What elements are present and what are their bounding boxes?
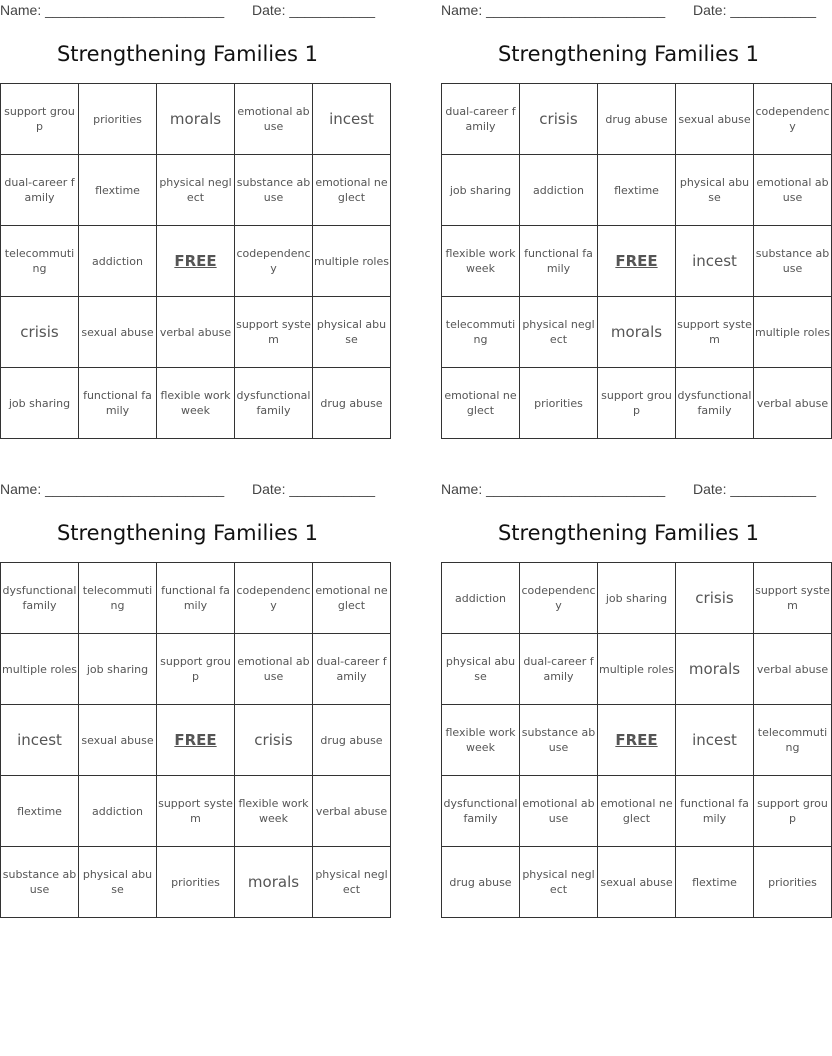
bingo-cell: morals (157, 84, 235, 155)
bingo-cell: emotional neglect (598, 776, 676, 847)
bingo-cell: sexual abuse (676, 84, 754, 155)
grid-row (442, 84, 832, 155)
bingo-cell: functional family (79, 368, 157, 439)
bingo-cell: priorities (79, 84, 157, 155)
bingo-cell: addiction (520, 155, 598, 226)
bingo-cell: physical abuse (313, 297, 391, 368)
card-title: Strengthening Families 1 (497, 42, 760, 66)
bingo-cell: verbal abuse (313, 776, 391, 847)
bingo-cell: drug abuse (598, 84, 676, 155)
bingo-cell: crisis (520, 84, 598, 155)
date-line: Date: ___________ (693, 481, 816, 497)
bingo-cell: support group (754, 776, 832, 847)
bingo-cell: codependency (235, 226, 313, 297)
bingo-cell: emotional neglect (313, 563, 391, 634)
bingo-cell: crisis (1, 297, 79, 368)
bingo-cell: support system (676, 297, 754, 368)
bingo-cell: functional family (157, 563, 235, 634)
bingo-cell: emotional abuse (520, 776, 598, 847)
name-line: Name: _______________________ (0, 481, 225, 497)
bingo-cell: addiction (79, 226, 157, 297)
bingo-cell: crisis (676, 563, 754, 634)
card-title: Strengthening Families 1 (56, 521, 319, 545)
bingo-cell: flexible work week (235, 776, 313, 847)
grid-row (442, 297, 832, 368)
bingo-cell: multiple roles (754, 297, 832, 368)
bingo-cell: support group (157, 634, 235, 705)
free-space: FREE (157, 705, 235, 776)
bingo-cell: sexual abuse (79, 705, 157, 776)
bingo-cell: incest (676, 705, 754, 776)
name-line: Name: _______________________ (0, 2, 225, 18)
bingo-cell: dysfunctional family (676, 368, 754, 439)
bingo-cell: flextime (676, 847, 754, 918)
bingo-cell: dual-career family (442, 84, 520, 155)
grid-row (442, 563, 832, 634)
bingo-cell: incest (676, 226, 754, 297)
card-title: Strengthening Families 1 (56, 42, 319, 66)
bingo-cell: functional family (520, 226, 598, 297)
bingo-cell: sexual abuse (79, 297, 157, 368)
grid-row (1, 563, 391, 634)
bingo-cell: physical abuse (676, 155, 754, 226)
grid-row (1, 368, 391, 439)
grid-row (1, 776, 391, 847)
bingo-cell: sexual abuse (598, 847, 676, 918)
bingo-cell: priorities (157, 847, 235, 918)
bingo-cell: codependency (754, 84, 832, 155)
bingo-cell: dysfunctional family (1, 563, 79, 634)
bingo-cell: flexible work week (442, 705, 520, 776)
card-header (441, 0, 816, 22)
bingo-cell: dysfunctional family (235, 368, 313, 439)
bingo-cell: verbal abuse (157, 297, 235, 368)
bingo-cell: flexible work week (442, 226, 520, 297)
bingo-cell: emotional abuse (235, 84, 313, 155)
bingo-cell: telecommuting (754, 705, 832, 776)
bingo-cell: morals (235, 847, 313, 918)
name-line: Name: _______________________ (441, 2, 666, 18)
bingo-cell: priorities (754, 847, 832, 918)
bingo-cell: incest (313, 84, 391, 155)
bingo-cell: support system (754, 563, 832, 634)
bingo-grid (0, 562, 391, 918)
bingo-cell: physical abuse (79, 847, 157, 918)
bingo-cell: job sharing (598, 563, 676, 634)
bingo-cell: dual-career family (1, 155, 79, 226)
date-line: Date: ___________ (252, 481, 375, 497)
bingo-cell: addiction (79, 776, 157, 847)
bingo-cell: emotional neglect (442, 368, 520, 439)
card-header (441, 479, 816, 501)
bingo-cell: telecommuting (79, 563, 157, 634)
bingo-cell: dual-career family (313, 634, 391, 705)
bingo-cell: physical neglect (157, 155, 235, 226)
bingo-cell: flextime (1, 776, 79, 847)
bingo-cell: emotional abuse (754, 155, 832, 226)
grid-row (1, 297, 391, 368)
bingo-cell: support group (598, 368, 676, 439)
bingo-cell: drug abuse (442, 847, 520, 918)
bingo-cell: incest (1, 705, 79, 776)
bingo-cell: multiple roles (598, 634, 676, 705)
bingo-cell: functional family (676, 776, 754, 847)
grid-row (1, 705, 391, 776)
grid-row (442, 155, 832, 226)
grid-row (442, 634, 832, 705)
bingo-cell: flexible work week (157, 368, 235, 439)
bingo-cell: flextime (79, 155, 157, 226)
bingo-card (441, 0, 830, 417)
free-space: FREE (598, 226, 676, 297)
bingo-cell: verbal abuse (754, 368, 832, 439)
grid-row (442, 776, 832, 847)
bingo-cell: telecommuting (442, 297, 520, 368)
bingo-cell: addiction (442, 563, 520, 634)
bingo-cell: substance abuse (520, 705, 598, 776)
grid-row (442, 226, 832, 297)
bingo-cell: emotional abuse (235, 634, 313, 705)
bingo-cell: physical abuse (442, 634, 520, 705)
name-line: Name: _______________________ (441, 481, 666, 497)
card-header (0, 479, 375, 501)
bingo-cell: job sharing (1, 368, 79, 439)
bingo-cell: multiple roles (313, 226, 391, 297)
bingo-cell: flextime (598, 155, 676, 226)
bingo-cell: substance abuse (1, 847, 79, 918)
bingo-cell: morals (598, 297, 676, 368)
grid-row (1, 847, 391, 918)
grid-row (442, 705, 832, 776)
bingo-grid (0, 83, 391, 439)
bingo-cell: support system (235, 297, 313, 368)
bingo-cell: dysfunctional family (442, 776, 520, 847)
bingo-cell: job sharing (442, 155, 520, 226)
bingo-cell: support system (157, 776, 235, 847)
date-line: Date: ___________ (252, 2, 375, 18)
grid-row (1, 226, 391, 297)
bingo-card (0, 479, 388, 896)
date-line: Date: ___________ (693, 2, 816, 18)
bingo-cell: codependency (520, 563, 598, 634)
bingo-cell: telecommuting (1, 226, 79, 297)
bingo-grid (441, 83, 832, 439)
bingo-card (0, 0, 389, 417)
grid-row (442, 368, 832, 439)
grid-row (1, 634, 391, 705)
grid-row (1, 155, 391, 226)
bingo-cell: dual-career family (520, 634, 598, 705)
bingo-cell: emotional neglect (313, 155, 391, 226)
free-space: FREE (157, 226, 235, 297)
bingo-cell: codependency (235, 563, 313, 634)
bingo-cell: physical neglect (313, 847, 391, 918)
card-title: Strengthening Families 1 (497, 521, 760, 545)
bingo-cell: physical neglect (520, 297, 598, 368)
bingo-cell: drug abuse (313, 705, 391, 776)
bingo-card (441, 479, 830, 896)
bingo-cell: physical neglect (520, 847, 598, 918)
bingo-grid (441, 562, 832, 918)
card-header (0, 0, 375, 22)
grid-row (442, 847, 832, 918)
bingo-cell: substance abuse (754, 226, 832, 297)
free-space: FREE (598, 705, 676, 776)
bingo-cell: support group (1, 84, 79, 155)
bingo-cell: substance abuse (235, 155, 313, 226)
grid-row (1, 84, 391, 155)
bingo-cell: priorities (520, 368, 598, 439)
bingo-cell: crisis (235, 705, 313, 776)
bingo-cell: verbal abuse (754, 634, 832, 705)
bingo-cell: multiple roles (1, 634, 79, 705)
bingo-cell: morals (676, 634, 754, 705)
bingo-cell: job sharing (79, 634, 157, 705)
bingo-cell: drug abuse (313, 368, 391, 439)
